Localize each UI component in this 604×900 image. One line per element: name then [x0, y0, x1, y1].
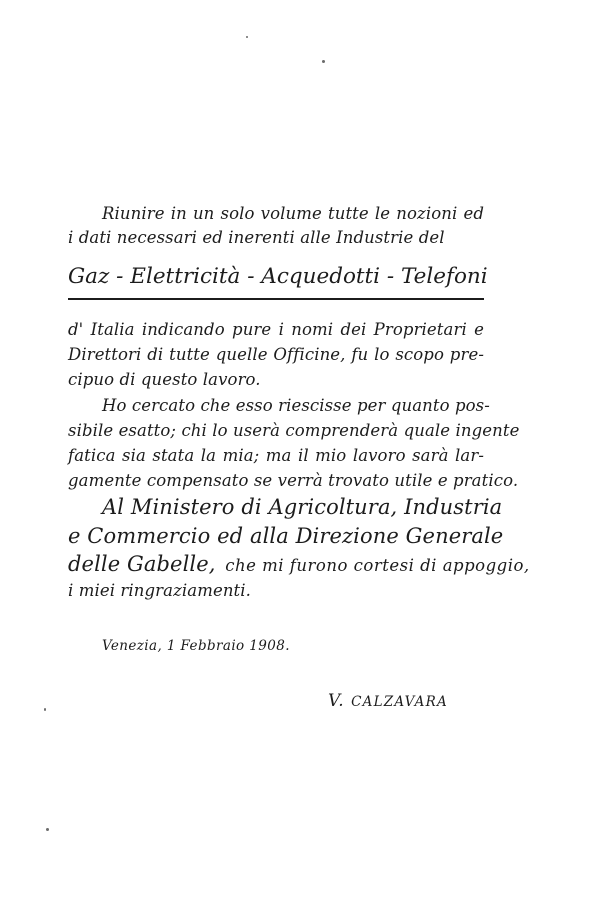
industries-title: Gaz - Elettricità - Acquedotti - Telefoni: [68, 264, 488, 289]
text-line-8: fatica sia stata la mia; ma il mio lavoro sarà lar-: [68, 446, 484, 465]
text-line-10: Al Ministero di Agricoltura, Industria: [102, 495, 503, 519]
signature: [328, 690, 448, 713]
text-line-9: gamente compensato se verrà trovato utile e pratico.: [68, 471, 519, 490]
title-underline: [68, 298, 484, 300]
print-speck: [44, 708, 46, 711]
text-line-7: sibile esatto; chi lo userà comprenderà quale ingente: [68, 421, 520, 440]
text-line-11: e Commercio ed alla Direzione Generale: [68, 524, 504, 548]
text-line-13: i miei ringraziamenti.: [68, 581, 252, 600]
text-line-2: i dati necessari ed inerenti alle Industrie del: [68, 228, 445, 247]
text-line-1: Riunire in un solo volume tutte le nozioni ed: [102, 204, 484, 223]
print-speck: [246, 36, 248, 38]
signature-name: CALZAVARA: [351, 694, 448, 710]
text-line-12: [68, 551, 530, 577]
print-speck: [46, 828, 49, 831]
date-line: Venezia, 1 Febbraio 1908.: [102, 638, 290, 654]
signature-initial: V.: [328, 691, 345, 711]
text-line-4: Direttori di tutte quelle Officine, fu lo scopo pre-: [68, 345, 484, 364]
text-line-12-rest: che mi furono cortesi di appoggio,: [219, 556, 530, 575]
gabelle-phrase: delle Gabelle,: [68, 552, 216, 576]
text-line-3: d' Italia indicando pure i nomi dei Proprietari e: [68, 320, 484, 339]
text-line-6: Ho cercato che esso riescisse per quanto pos-: [102, 396, 490, 415]
print-speck: [322, 60, 325, 63]
text-line-5: cipuo di questo lavoro.: [68, 370, 261, 389]
